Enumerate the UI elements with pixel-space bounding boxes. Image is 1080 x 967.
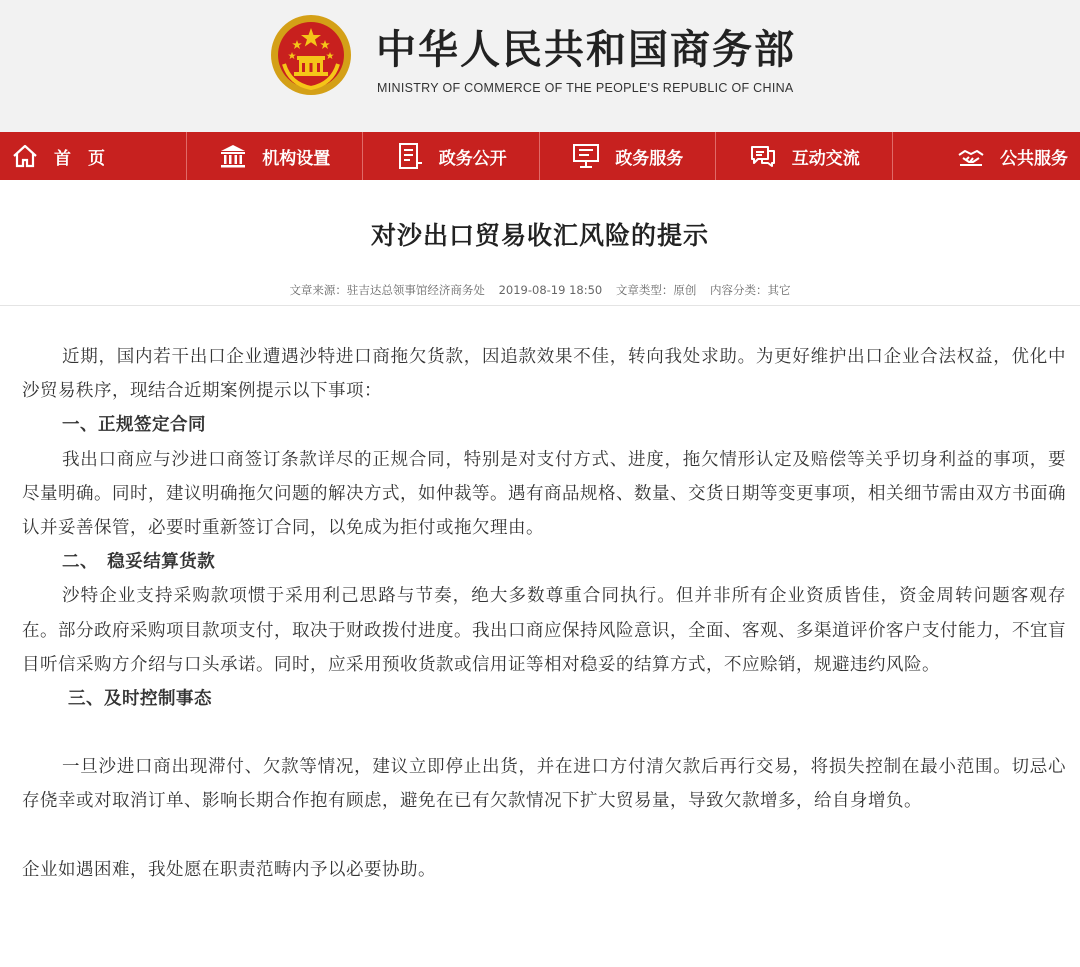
paragraph-contract: 我出口商应与沙进口商签订条款详尽的正规合同，特别是对支付方式、进度，拖欠情形认定及赔偿等关乎切身利益的事项，要尽量明确。同时，建议明确拖欠问题的解决方式，如仲裁等。遇有商品规格、数量、交货日期等变更事项，相关细节需由双方书面确认并妥善保管，必要时重新签订合同，以免成为拒付或拖欠理由。 [22, 449, 1066, 539]
paragraph-intro: 近期，国内若干出口企业遭遇沙特进口商拖欠货款，因追款效果不佳，转向我处求助。为更好维护出口企业合法权益，优化中沙贸易秩序，现结合近期案例提示以下事项： [22, 347, 1066, 402]
article-meta [0, 282, 1080, 298]
section-heading-3: 三、及时控制事态 [68, 689, 212, 710]
monitor-icon [571, 141, 601, 171]
paragraph-spacer [22, 716, 1066, 750]
institution-building-icon [218, 141, 248, 171]
main-nav [0, 132, 1080, 180]
site-title: 中华人民共和国商务部 [376, 27, 796, 73]
handshake-icon [956, 141, 986, 171]
meta-divider [0, 305, 1080, 306]
article-title: 对沙出口贸易收汇风险的提示 [370, 221, 709, 250]
article-source: 文章来源：驻吉达总领事馆经济商务处 [289, 283, 485, 297]
nav-item-gov-services[interactable] [540, 132, 717, 180]
nav-item-label: 政务公开 [438, 148, 507, 169]
site-header [0, 0, 1080, 132]
paragraph-closing: 企业如遇困难，我处愿在职责范畴内予以必要协助。 [22, 859, 436, 880]
article-type: 文章类型：原创 [615, 283, 697, 297]
chat-bubble-icon [748, 141, 778, 171]
nav-item-institution[interactable] [187, 132, 364, 180]
nav-item-home[interactable] [0, 132, 187, 180]
nav-item-public-services[interactable] [893, 132, 1080, 180]
article-category: 内容分类：其它 [710, 283, 791, 297]
document-icon [395, 141, 425, 171]
paragraph-spacer [22, 819, 1066, 853]
section-heading-2: 二、 稳妥结算货款 [62, 552, 216, 573]
nav-item-label: 公共服务 [1000, 148, 1068, 169]
nav-item-label: 政务服务 [615, 148, 684, 169]
nav-item-gov-affairs[interactable] [363, 132, 540, 180]
nav-item-label: 机构设置 [262, 148, 331, 169]
article-body [22, 340, 1066, 887]
national-emblem-icon[interactable] [270, 14, 352, 96]
paragraph-settlement: 沙特企业支持采购款项惯于采用利己思路与节奏，绝大多数尊重合同执行。但并非所有企业资质皆佳，资金周转问题客观存在。部分政府采购项目款项支付，取决于财政拨付进度。我出口商应保持风险意识，全面、客观、多渠道评价客户支付能力，不宜盲目听信采购方介绍与口头承诺。同时，应采用预收货款或信用证等相对稳妥的结算方式，不应赊销，规避违约风险。 [22, 586, 1066, 675]
nav-item-label: 首 页 [54, 148, 105, 169]
article-date: 2019-08-19 18:50 [498, 283, 603, 297]
paragraph-control: 一旦沙进口商出现滞付、欠款等情况，建议立即停止出货，并在进口方付清欠款后再行交易，将损失控制在最小范围。切忌心存侥幸或对取消订单、影响长期合作抱有顾虑，避免在已有欠款情况下扩大贸易量，导致欠款增多，给自身增负。 [22, 757, 1066, 812]
nav-item-label: 互动交流 [791, 148, 860, 169]
nav-item-interaction[interactable] [716, 132, 893, 180]
section-heading-1: 一、正规签定合同 [62, 415, 206, 436]
home-icon [10, 141, 40, 171]
site-subtitle: MINISTRY OF COMMERCE OF THE PEOPLE'S REPUBLIC OF CHINA [377, 81, 794, 95]
